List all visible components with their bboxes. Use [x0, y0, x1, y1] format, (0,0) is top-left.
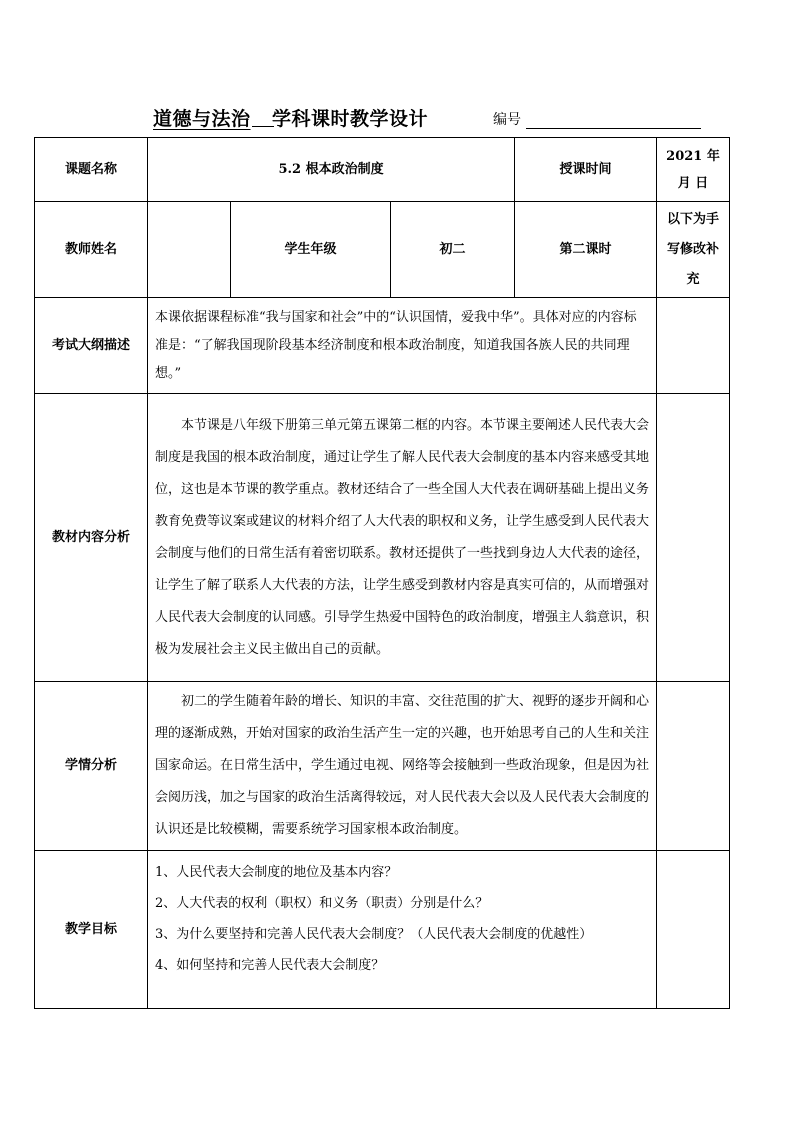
grade-label: 学生年级: [231, 202, 391, 298]
students-note: [657, 682, 730, 851]
goal-item: 3、为什么要坚持和完善人民代表大会制度？（人民代表大会制度的优越性）: [155, 927, 593, 942]
goals-note: [657, 851, 730, 1009]
teaching-goals-list: [148, 851, 657, 1009]
date-year: 2021 年: [666, 148, 720, 164]
handwritten-note-header: [657, 202, 730, 298]
topic-label: 课题名称: [35, 138, 148, 202]
title-underline-gap: [252, 104, 274, 127]
content-analysis-text: 本节课是八年级下册第三单元第五课第二框的内容。本节课主要阐述人民代表大会制度是我国的根本政治制度，通过让学生了解人民代表大会制度的基本内容来感受其地位，这也是本节课的教学重点。教材还结合了一些全国人大代表在调研基础上提出义务教育免费等议案或建议的材料介绍了人大代表的职权和义务，让学生感受到人民代表大会制度与他们的日常生活有着密切联系。教材还提供了一些找到身边人大代表的途径，让学生了解了联系人大代表的方法，让学生感受到教材内容是真实可信的，从而增强对人民代表大会制度的认同感。引导学生热爱中国特色的政治制度，增强主人翁意识，积极为发展社会主义民主做出自己的贡献。: [148, 394, 657, 682]
goal-item: 4、如何坚持和完善人民代表大会制度？: [155, 958, 385, 973]
lesson-plan-table: [34, 137, 730, 1009]
goal-item: 1、人民代表大会制度的地位及基本内容？: [155, 865, 398, 880]
teacher-name-label: 教师姓名: [35, 202, 148, 298]
code-label: 编号: [493, 112, 521, 128]
teaching-time-label: 授课时间: [515, 138, 657, 202]
student-analysis-label: 学情分析: [35, 682, 148, 851]
document-title: 学科课时教学设计: [272, 108, 429, 130]
note-line-1: 以下为手: [667, 211, 720, 227]
row-syllabus: [35, 298, 730, 394]
note-line-3: 充: [686, 271, 700, 287]
document-header: [0, 104, 794, 132]
teaching-goals-label: 教学目标: [35, 851, 148, 1009]
content-note: [657, 394, 730, 682]
row-goals: [35, 851, 730, 1009]
note-line-2: 写修改补: [667, 241, 720, 257]
date-month-day: 月 日: [677, 175, 709, 191]
syllabus-note: [657, 298, 730, 394]
teaching-date: [657, 138, 730, 202]
topic-value: 5.2 根本政治制度: [148, 138, 515, 202]
code-field[interactable]: [526, 112, 701, 129]
goal-item: 2、人大代表的权利（职权）和义务（职责）分别是什么？: [155, 896, 489, 911]
student-analysis-text: 初二的学生随着年龄的增长、知识的丰富、交往范围的扩大、视野的逐步开阔和心理的逐渐成熟，开始对国家的政治生活产生一定的兴趣，也开始思考自己的人生和关注国家命运。在日常生活中，学生通过电视、网络等会接触到一些政治现象，但是因为社会阅历浅，加之与国家的政治生活离得较远，对人民代表大会以及人民代表大会制度的认识还是比较模糊，需要系统学习国家根本政治制度。: [148, 682, 657, 851]
subject-title: 道德与法治: [153, 108, 251, 130]
row-topic: [35, 138, 730, 202]
teacher-name-value: [148, 202, 231, 298]
content-analysis-label: 教材内容分析: [35, 394, 148, 682]
lesson-number: 第二课时: [515, 202, 657, 298]
row-students: [35, 682, 730, 851]
row-teacher: [35, 202, 730, 298]
syllabus-label: 考试大纲描述: [35, 298, 148, 394]
grade-value: 初二: [391, 202, 515, 298]
row-content: [35, 394, 730, 682]
syllabus-text: 本课依据课程标准“我与国家和社会”中的“认识国情，爱我中华”。具体对应的内容标准是：“了解我国现阶段基本经济制度和根本政治制度，知道我国各族人民的共同理想。”: [148, 298, 657, 394]
